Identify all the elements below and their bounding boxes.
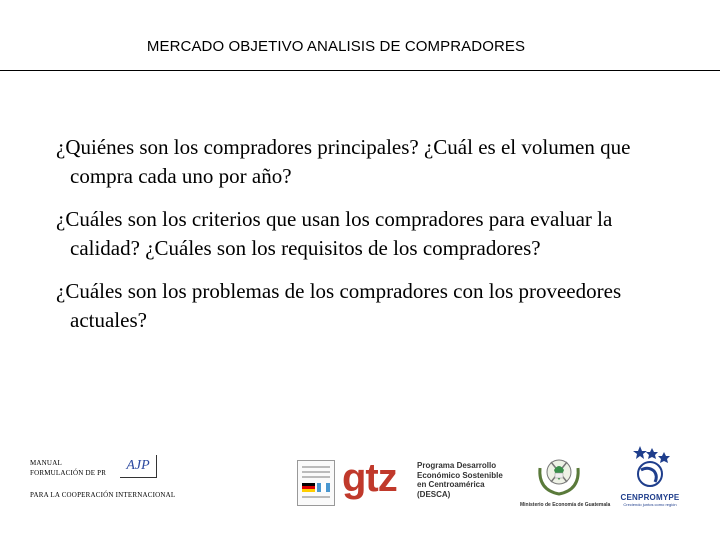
cenpromype-logo (612, 444, 688, 507)
agency-line: PARA LA COOPERACIÓN INTERNACIONAL (30, 491, 176, 499)
manual-line-2: FORMULACIÓN DE PR (30, 469, 107, 477)
slide-title: MERCADO OBJETIVO ANALISIS DE COMPRADORES (146, 38, 526, 55)
desca-program-logo (417, 461, 503, 499)
footer-manual (30, 455, 210, 505)
ajp-logo: AJP (120, 455, 157, 478)
gtz-logo: gtz (342, 456, 397, 500)
manual-line-1: MANUAL (30, 459, 62, 467)
desca-line: Programa Desarrollo (417, 461, 497, 470)
desca-line: Económico Sostenible (417, 470, 503, 480)
guatemala-flag-icon (317, 483, 330, 492)
desca-line: (DESCA) (417, 489, 451, 499)
ministry-name: Ministerio de Economía de Guatemala (520, 502, 611, 508)
title-divider (0, 70, 720, 71)
cenpromype-emblem-icon (620, 444, 680, 488)
question-list (56, 133, 676, 349)
question-item: ¿Quiénes son los compradores principales? ¿Cuál es el volumen que compra cada uno por año? (56, 135, 631, 188)
question-item: ¿Cuáles son los problemas de los compradores con los proveedores actuales? (56, 279, 622, 332)
cooperation-emblem-logo (297, 460, 335, 506)
ministry-logo (520, 448, 611, 508)
germany-flag-icon (302, 483, 315, 492)
desca-line: en Centroamérica (417, 480, 485, 489)
cenpromype-tagline: Creciendo juntos como región (623, 502, 677, 507)
question-item: ¿Cuáles son los criterios que usan los compradores para evaluar la calidad? ¿Cuáles son los requisitos de los compradores? (56, 207, 613, 260)
cenpromype-name: CENPROMYPE (620, 493, 680, 502)
guatemala-coat-of-arms-icon (534, 448, 584, 496)
